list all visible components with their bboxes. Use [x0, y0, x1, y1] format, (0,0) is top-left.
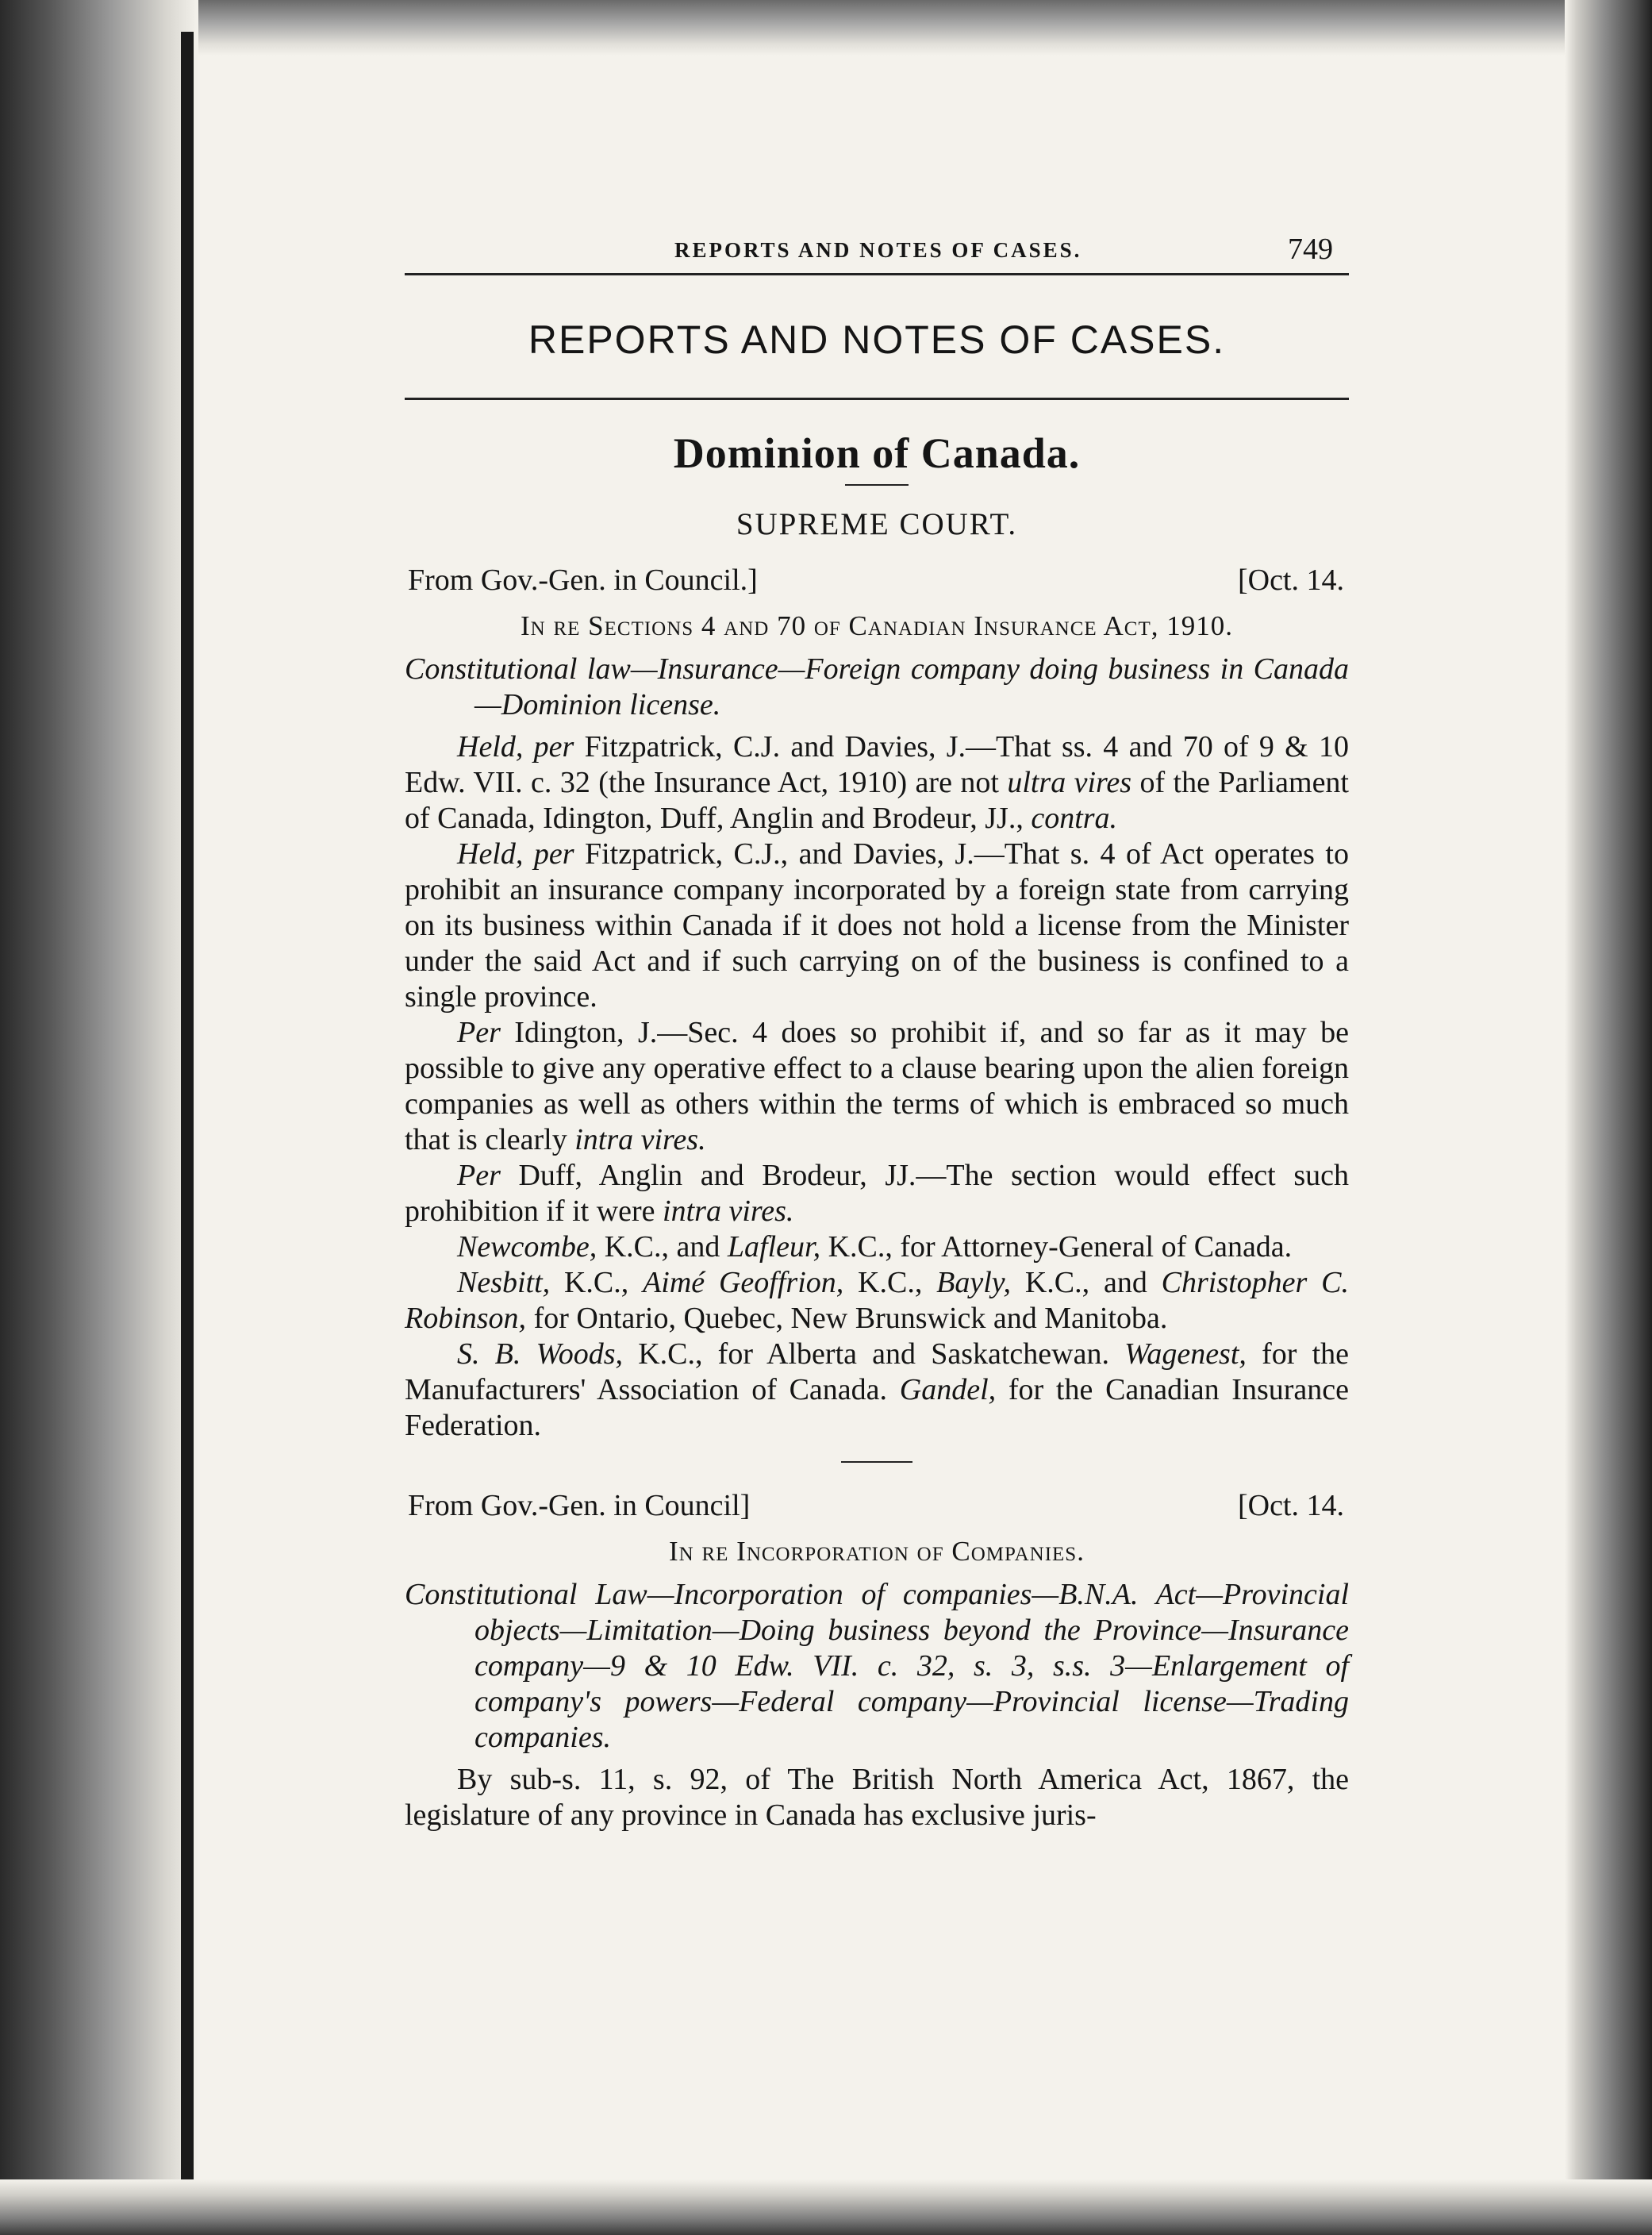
case1-counsel-2 — [405, 1265, 1349, 1337]
per-label: Per — [457, 1159, 501, 1192]
per-text: Duff, Anglin and Brodeur, JJ.—The section would effect such prohibition if it were — [405, 1159, 1349, 1228]
counsel-name: Christopher C. Robinson, — [405, 1266, 1349, 1335]
counsel-name: Lafleur, — [727, 1230, 821, 1264]
counsel-name: Bayly, — [936, 1266, 1012, 1299]
case1-date: [Oct. 14. — [1237, 564, 1344, 597]
court-heading: SUPREME COURT. — [736, 507, 1018, 541]
case1-catchwords: Constitutional law—Insurance—Foreign company doing business in Canada—Dominion license. — [405, 652, 1349, 721]
counsel-name: S. B. Woods, — [457, 1337, 624, 1371]
case2-date: [Oct. 14. — [1237, 1489, 1344, 1522]
per-latin: intra vires. — [574, 1123, 706, 1156]
held-label: Held, per — [457, 730, 574, 764]
case1-counsel-1 — [405, 1229, 1349, 1265]
counsel-text: for Ontario, Quebec, New Brunswick and Manitoba. — [526, 1302, 1168, 1335]
case1-per-duff — [405, 1158, 1349, 1229]
page-number: 749 — [1288, 233, 1333, 266]
counsel-name: Nesbitt, — [457, 1266, 551, 1299]
counsel-name: Gandel, — [899, 1373, 997, 1406]
case2-from-line — [405, 1482, 1349, 1526]
jurisdiction-rule — [845, 484, 909, 486]
case1-from: From Gov.-Gen. in Council.] — [408, 564, 758, 597]
counsel-name: Aimé Geoffrion, — [643, 1266, 844, 1299]
running-head-title: REPORTS AND NOTES OF CASES. — [674, 238, 1082, 262]
counsel-text: for the Manufacturers' Association of Canada. — [405, 1337, 1349, 1406]
held-text: of the Parliament of Canada, Idington, Duff, Anglin and Brodeur, JJ., — [405, 766, 1349, 835]
section-title: REPORTS AND NOTES OF CASES. — [528, 317, 1226, 362]
case2-title: In re Incorporation of Companies. — [669, 1536, 1085, 1567]
document-page — [405, 214, 1349, 1833]
counsel-text: K.C., and — [1011, 1266, 1162, 1299]
held-latin: contra. — [1031, 802, 1118, 835]
counsel-text: K.C., — [843, 1266, 937, 1299]
case1-held-2 — [405, 837, 1349, 1015]
binding-shadow — [181, 32, 194, 2222]
held-text: Fitzpatrick, C.J. and Davies, J.—That ss. 4 and 70 of 9 & 10 Edw. VII. c. 32 (the Insurance Act, 1910) are not — [405, 730, 1349, 799]
counsel-text: K.C., and — [597, 1230, 728, 1264]
held-text: Fitzpatrick, C.J., and Davies, J.—That s. 4 of Act operates to prohibit an insurance company incorporated by a foreign state from carrying on its business within Canada if it does not hold a license from the Minister under the said Act and if such carrying on of the business is confined to a single province. — [405, 837, 1349, 1014]
case-separator — [841, 1461, 912, 1463]
header-rule — [405, 273, 1349, 275]
case1-held-1 — [405, 729, 1349, 837]
per-text: Idington, J.—Sec. 4 does so prohibit if, and so far as it may be possible to give any operative effect to a clause bearing upon the alien foreign companies as well as others within the terms of which is embraced so much that is clearly — [405, 1016, 1349, 1156]
case2-from: From Gov.-Gen. in Council] — [408, 1489, 751, 1522]
per-latin: intra vires. — [663, 1194, 794, 1228]
scan-left-edge — [0, 0, 198, 2235]
running-head — [405, 214, 1349, 273]
case1-per-idington — [405, 1015, 1349, 1158]
per-label: Per — [457, 1016, 501, 1049]
scan-top-edge — [0, 0, 1652, 56]
case1-from-line — [405, 556, 1349, 601]
counsel-text: K.C., for Attorney-General of Canada. — [820, 1230, 1293, 1264]
counsel-text: for the Canadian Insurance Federation. — [405, 1373, 1349, 1442]
case2-body: By sub-s. 11, s. 92, of The British North America Act, 1867, the legislature of any province in Canada has exclusive juris- — [405, 1763, 1349, 1832]
counsel-text: K.C., for Alberta and Saskatchewan. — [623, 1337, 1125, 1371]
counsel-name: Wagenest, — [1124, 1337, 1247, 1371]
case1-counsel-3 — [405, 1337, 1349, 1444]
section-rule — [405, 398, 1349, 400]
jurisdiction-heading: Dominion of Canada. — [673, 429, 1081, 477]
held-label: Held, per — [457, 837, 574, 871]
scan-right-edge — [1565, 0, 1652, 2235]
scan-bottom-edge — [0, 2179, 1652, 2235]
held-latin: ultra vires — [1007, 766, 1132, 799]
counsel-text: K.C., — [550, 1266, 644, 1299]
case1-title: In re Sections 4 and 70 of Canadian Insurance Act, 1910. — [521, 610, 1233, 641]
case2-catchwords: Constitutional Law—Incorporation of companies—B.N.A. Act—Provincial objects—Limitation—Doing business beyond the Province—Insurance company—9 & 10 Edw. VII. c. 32, s. 3, s.s. 3—Enlargement of company's powers—Federal company—Provincial license—Trading companies. — [405, 1578, 1349, 1754]
counsel-name: Newcombe, — [457, 1230, 597, 1264]
